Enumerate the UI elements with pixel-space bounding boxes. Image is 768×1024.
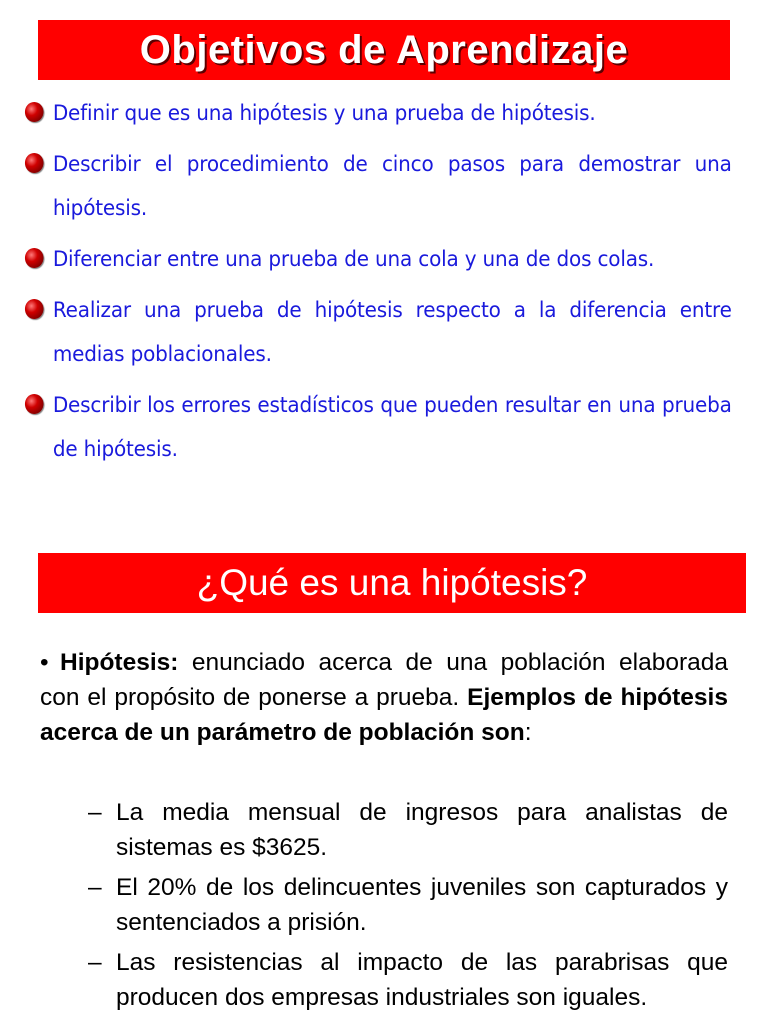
red-ball-bullet-icon <box>25 102 44 122</box>
example-text: El 20% de los delincuentes juveniles son capturados y sentenciados a prisión. <box>116 874 728 936</box>
objective-text: Describir el procedimiento de cinco pasos para demostrar una hipótesis. <box>52 152 732 221</box>
objective-item <box>24 143 732 231</box>
hypothesis-definition <box>40 645 728 750</box>
objective-item <box>24 238 732 282</box>
examples-list <box>88 795 728 1020</box>
slide-title-objectives: Objetivos de Aprendizaje <box>38 20 730 80</box>
objective-item <box>24 289 732 377</box>
objective-text: Definir que es una hipótesis y una prueba de hipótesis. <box>52 101 596 126</box>
red-ball-bullet-icon <box>25 394 44 414</box>
bullet-dot-icon: • <box>40 649 49 676</box>
dash-bullet-icon: – <box>88 799 102 826</box>
objective-text: Realizar una prueba de hipótesis respecto a la diferencia entre medias poblacionales. <box>52 298 732 367</box>
example-item <box>88 945 728 1015</box>
red-ball-bullet-icon <box>25 299 44 319</box>
objective-item <box>24 92 732 136</box>
example-item <box>88 870 728 940</box>
example-text: Las resistencias al impacto de las parabrisas que producen dos empresas industriales son iguales. <box>116 949 728 1011</box>
objective-item <box>24 384 732 472</box>
example-text: La media mensual de ingresos para analistas de sistemas es $3625. <box>116 799 728 861</box>
dash-bullet-icon: – <box>88 949 102 976</box>
objectives-list <box>24 92 734 479</box>
definition-term: Hipótesis: <box>60 649 179 676</box>
red-ball-bullet-icon <box>25 153 44 173</box>
definition-text: enunciado acerca de una población elaborada con el propósito de ponerse a prueba. <box>40 649 728 711</box>
examples-colon: : <box>524 719 532 746</box>
examples-intro: Ejemplos de hipótesis acerca de un parámetro de población son <box>40 684 728 746</box>
dash-bullet-icon: – <box>88 874 102 901</box>
objective-text: Diferenciar entre una prueba de una cola y una de dos colas. <box>52 247 655 272</box>
objective-text: Describir los errores estadísticos que pueden resultar en una prueba de hipótesis. <box>52 393 732 462</box>
example-item <box>88 795 728 865</box>
slide-title-hypothesis: ¿Qué es una hipótesis? <box>38 553 746 613</box>
red-ball-bullet-icon <box>25 248 44 268</box>
